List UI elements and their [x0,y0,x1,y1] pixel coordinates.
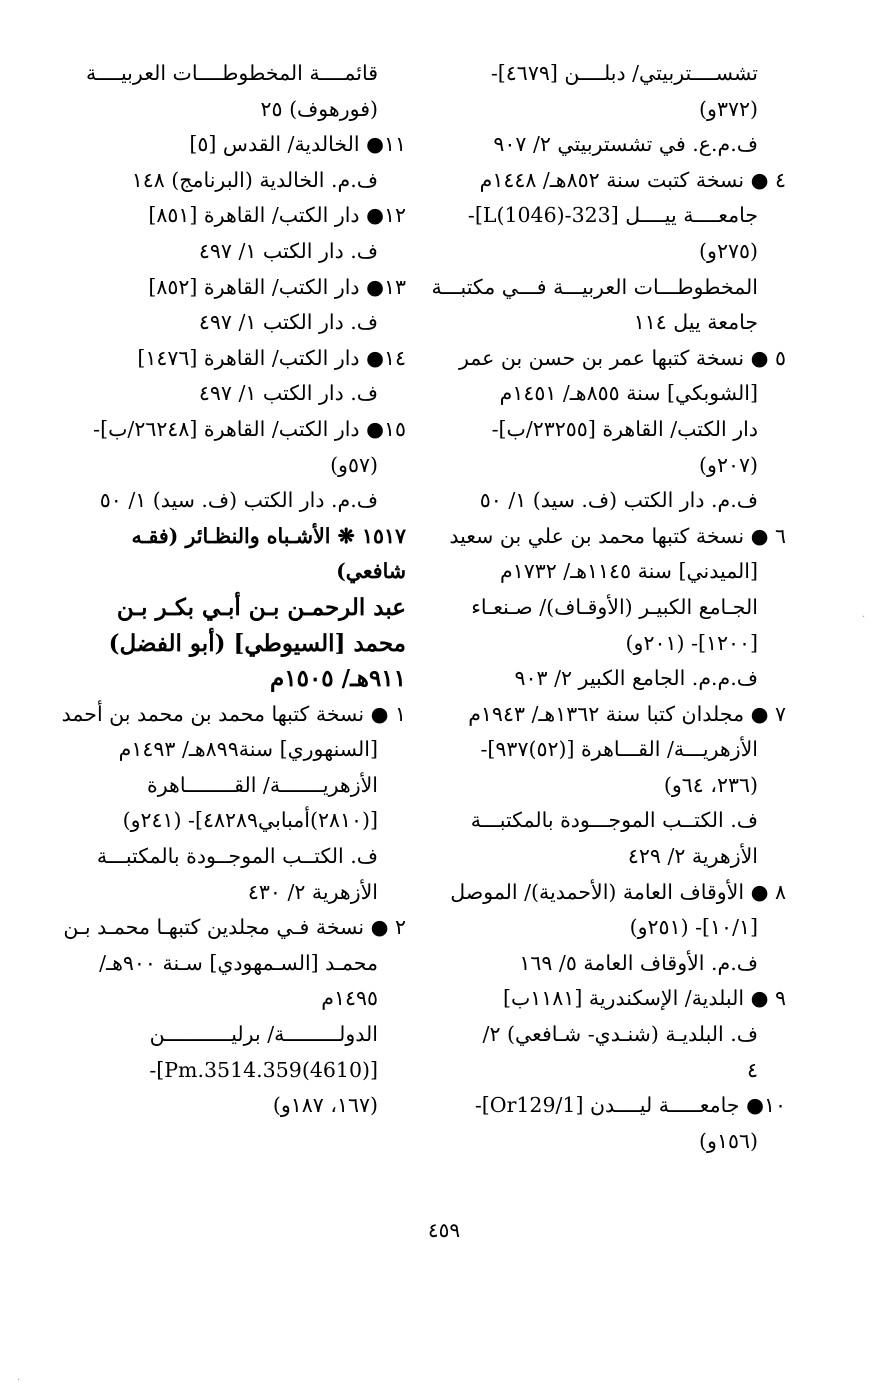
entry-line: ٩ ● البلدية/ الإسكندرية [١١٨١ب] [502,986,786,1011]
entry-line: ٨ ● الأوقاف العامة (الأحمدية)/ الموصل [450,879,786,904]
entry-line: ١٥● دار الكتب/ القاهرة [٢٦٢٤٨/ب]- [93,416,406,441]
detail-line: الأزهريـــة/ القـــاهرة [(٥٢)٩٣٧]- [480,737,758,762]
detail-line: (٢٣٦، ٦٤و) [663,772,758,797]
entry-line: ١٠● جامعـــــة ليــــدن [Or129/1]- [474,1093,786,1118]
entry-line: ١١● الخالدية/ القدس [٥] [189,132,406,157]
detail-line: ف. الكتــب الموجــودة بالمكتبـــة [96,844,378,869]
entry-line: ١٣● دار الكتب/ القاهرة [٨٥٢] [148,274,406,299]
detail-line: ف.م. الخالدية (البرنامج) ١٤٨ [131,167,378,192]
scan-speck: · [17,1375,21,1386]
entry-heading: شافعي) [336,559,406,584]
left-column [61,56,406,1124]
detail-line: الأزهرية ٢/ ٤٢٩ [627,844,758,869]
detail-line: ف. الكتــب الموجـــودة بالمكتبـــة [470,808,758,833]
detail-line: ف.م. الأوقاف العامة ٥/ ١٦٩ [519,950,758,975]
detail-line: [١٢٠٠]- (٢٠١و) [625,630,758,655]
detail-line: دار الكتب/ القاهرة [٢٣٢٥٥/ب]- [491,416,758,441]
detail-line: الدولـــــــــة/ برليـــــــــــن [149,1022,378,1047]
page-number: ٤٥٩ [427,1218,461,1242]
detail-line: [السنهوري] سنة٨٩٩هـ/ ١٤٩٣م [118,737,378,762]
detail-line: ٤ [746,1057,758,1082]
detail-line: المخطوطـــات العربيـــة فـــي مكتبـــة [431,274,758,299]
detail-line: ف.م. دار الكتب (ف. سيد) ١/ ٥٠ [99,488,378,513]
detail-line: [(٢٨١٠)أمبابي٤٨٢٨٩]- (٢٤١و) [122,808,378,833]
detail-line: الأزهرية ٢/ ٤٣٠ [247,879,378,904]
detail-line: (٣٧٢و) [699,96,758,121]
entry-line: ٦ ● نسخة كتبها محمد بن علي بن سعيد [449,523,786,548]
detail-line: جامعة ييل ١١٤ [633,310,758,335]
detail-line: ١٤٩٥م [321,986,378,1011]
detail-line: ف. دار الكتب ١/ ٤٩٧ [198,310,378,335]
author-line: محمد [السيوطي] (أبو الفضل) [108,629,406,657]
detail-line: الجـامع الكبيـر (الأوقـاف)/ صـنعـاء [471,594,758,619]
detail-line: (١٥٦و) [699,1128,758,1153]
detail-line: (٥٧و) [330,452,378,477]
entry-heading: ١٥١٧ ❋ الأشـباه والنظـائر (فقـه [131,523,406,548]
detail-line: (٢٠٧و) [699,452,758,477]
detail-line: [الميدني] سنة ١١٤٥هـ/ ١٧٣٢م [500,559,758,584]
detail-line: قائمــــة المخطوطــــات العربيــــة [85,61,378,85]
detail-line: (١٦٧، ١٨٧و) [272,1093,378,1118]
entry-line: ١٢● دار الكتب/ القاهرة [٨٥١] [148,203,406,228]
detail-line: [الشوبكي] سنة ٨٥٥هـ/ ١٤٥١م [499,381,758,406]
scan-speck: · [862,612,866,623]
right-column [431,56,786,1159]
entry-line: ٢ ● نسخة فـي مجلدين كتبهـا محمـد بـن [63,915,406,940]
detail-line: [١٠/١]- (٢٥١و) [629,915,758,940]
detail-line: ف.م. دار الكتب (ف. سيد) ١/ ٥٠ [479,488,758,513]
entry-line: ١٤● دار الكتب/ القاهرة [١٤٧٦] [137,345,406,370]
entry-line: ٧ ● مجلدان كتبا سنة ١٣٦٢هـ/ ١٩٤٣م [468,701,786,726]
detail-line: (فورهوف) ٢٥ [260,96,378,121]
author-line: عبد الرحمـن بـن أبـي بكـر بـن [116,593,406,621]
detail-line: تشســــتربيتي/ دبلــــن [٤٦٧٩]- [490,61,758,85]
author-line: ٩١١هـ/ ١٥٠٥م [269,665,406,693]
entry-line: ٤ ● نسخة كتبت سنة ٨٥٢هـ/ ١٤٤٨م [479,167,786,192]
detail-line: ف. دار الكتب ١/ ٤٩٧ [198,381,378,406]
detail-line: [(4610)Pm.3514.359]- [149,1057,378,1082]
entry-line: ٥ ● نسخة كتبها عمر بن حسن بن عمر [458,345,786,370]
detail-line: الأزهريـــــــة/ القــــــــاهرة [146,772,378,797]
detail-line: ف. البلديـة (شنـدي- شـافعي) ٢/ [482,1022,758,1047]
detail-line: (٢٧٥و) [699,238,758,263]
entry-line: ١ ● نسخة كتبها محمد بن محمد بن أحمد [61,701,406,726]
detail-line: ف.م.م. الجامع الكبير ٢/ ٩٠٣ [514,666,758,691]
detail-line: ف. دار الكتب ١/ ٤٩٧ [198,238,378,263]
detail-line: جامعــــة ييــــل [323-L(1046)]- [467,203,758,228]
detail-line: محمـد [السـمهودي] سـنة ٩٠٠هـ/ [99,950,378,975]
detail-line: ف.م.ع. في تشستربيتي ٢/ ٩٠٧ [493,132,758,157]
